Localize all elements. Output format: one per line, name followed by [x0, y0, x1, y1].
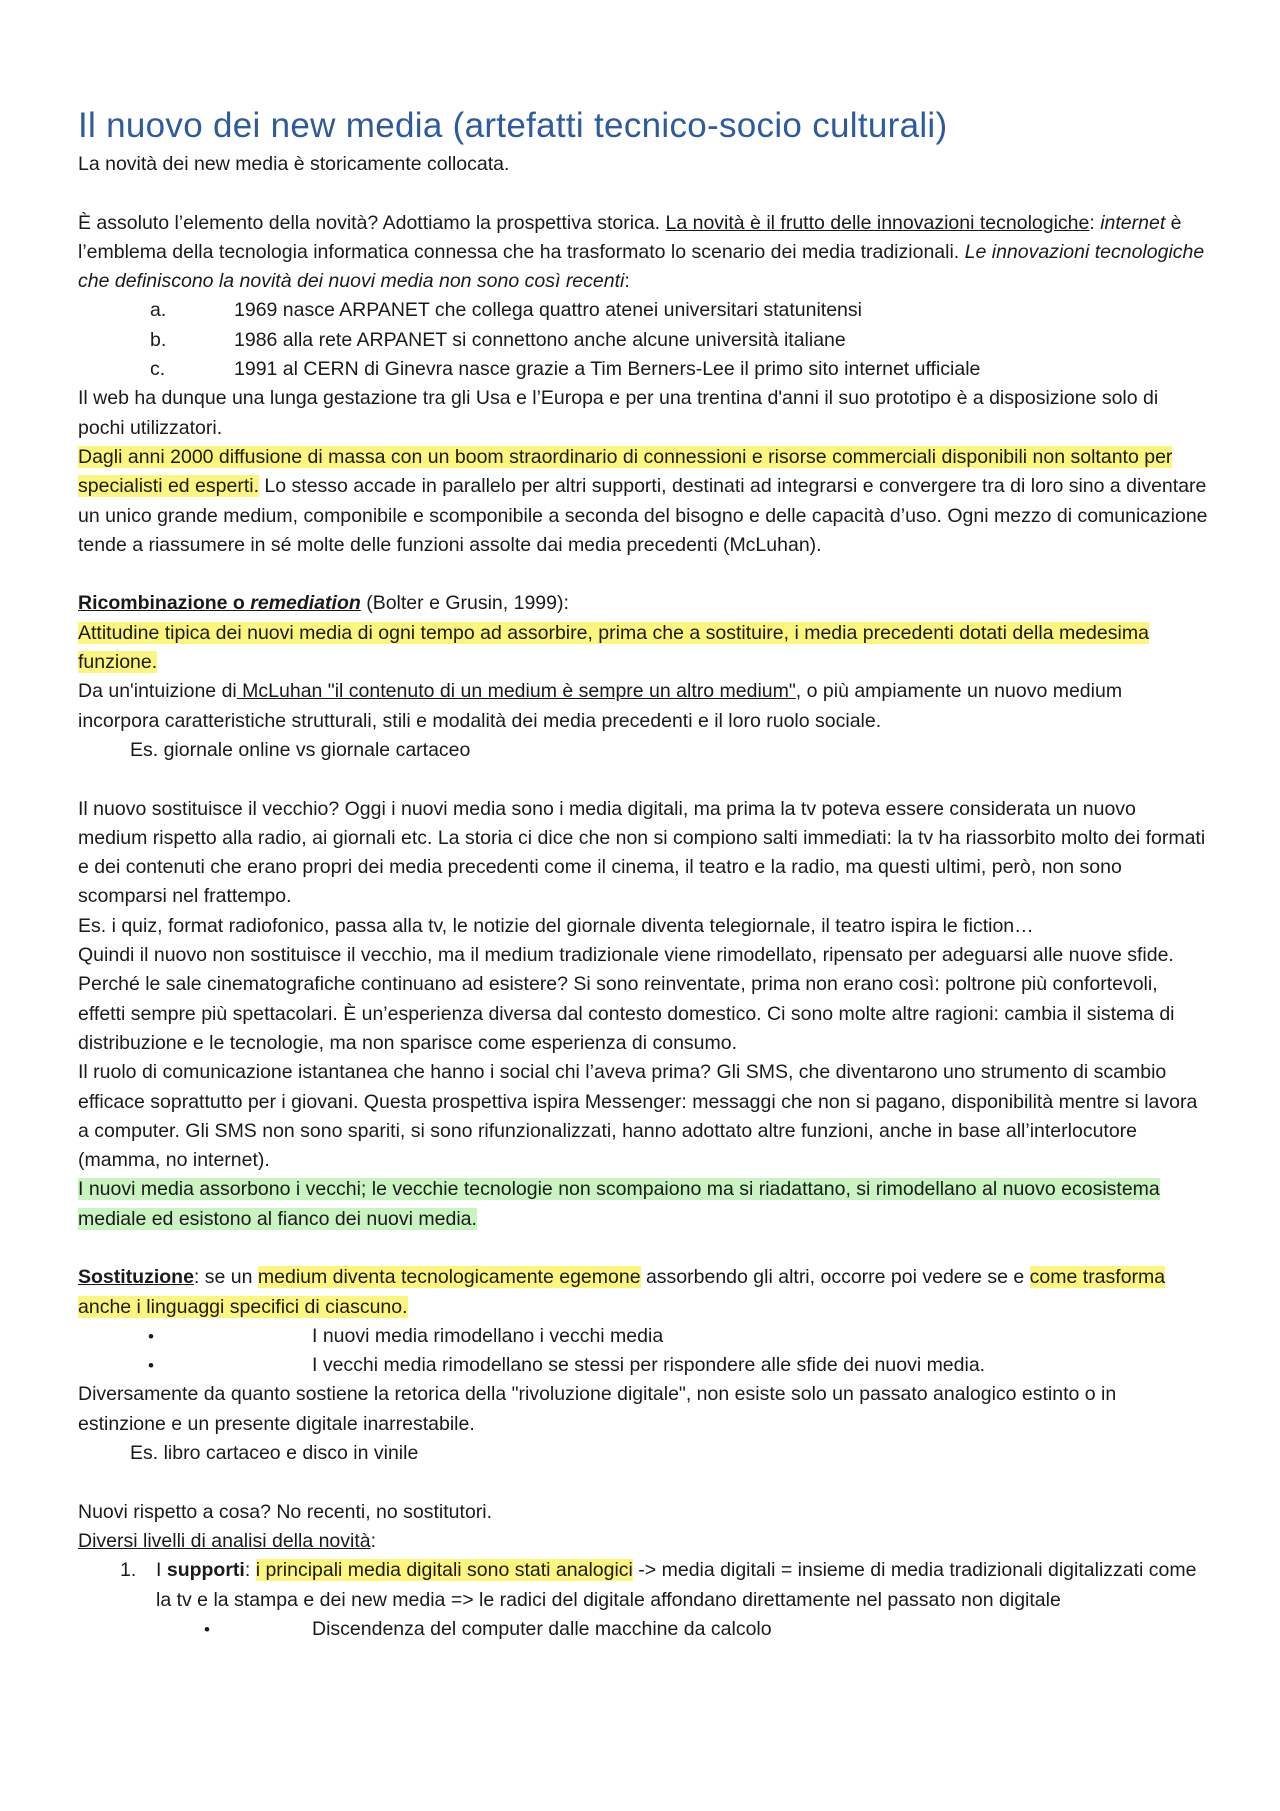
document-page — [78, 104, 1208, 1644]
text-run: : se un — [193, 1266, 258, 1289]
example-line: Es. giornale online vs giornale cartaceo — [130, 738, 471, 761]
bullet-icon: • — [148, 1356, 154, 1376]
text-run: : — [244, 1559, 256, 1582]
italic-text: Le innovazioni tecnologiche che definiscono la novità dei nuovi media non sono così recenti — [78, 240, 1205, 293]
paragraph: Il nuovo sostituisce il vecchio? Oggi i nuovi media sono i media digitali, ma prima la tv poteva essere considerata un nuovo medium rispetto alla radio, ai giornali etc. La storia ci dice che non si compiono salti immediati: la tv ha riassorbito molto dei formati e dei contenuti che erano propri dei media precedenti come il cinema, il teatro e la radio, ma questi ultimi, però, non sono scomparsi nel frattempo. — [78, 797, 1206, 908]
highlighted-text: i principali media digitali sono stati analogici — [255, 1559, 633, 1582]
highlighted-text: medium diventa tecnologicamente egemone — [257, 1266, 641, 1289]
highlighted-text: Dagli anni 2000 diffusione di massa con un boom straordinario di connessioni e risorse commerciali disponibili non soltanto per specialisti ed esperti. — [78, 445, 1173, 498]
list-item — [78, 1351, 1208, 1380]
list-item-text: 1969 nasce ARPANET che collega quattro atenei universitari statunitensi — [234, 299, 862, 322]
bold-text: supporti — [166, 1559, 245, 1582]
section-heading-italic: remediation — [250, 592, 361, 615]
page-title: Il nuovo dei new media (artefatti tecnico-socio culturali) — [78, 106, 948, 145]
mcluhan-paragraph — [78, 677, 1208, 736]
section-heading: Ricombinazione o — [78, 592, 251, 615]
list-item-text: Discendenza del computer dalle macchine da calcolo — [312, 1617, 772, 1640]
highlighted-text: Attitudine tipica dei nuovi media di ogni tempo ad assorbire, prima che a sostituire, i media precedenti dotati della medesima funzione. — [78, 621, 1149, 674]
list-marker: b. — [150, 328, 167, 351]
section-heading: Sostituzione — [78, 1266, 194, 1289]
paragraph: Es. i quiz, format radiofonico, passa alla tv, le notizie del giornale diventa telegiornale, il teatro ispira le fiction… — [78, 914, 1034, 937]
text-run: I — [156, 1559, 167, 1582]
underlined-text: La novità è il frutto delle innovazioni tecnologiche — [665, 211, 1090, 234]
list-item — [78, 1556, 1208, 1615]
italic-text: internet — [1100, 211, 1166, 234]
text-run: È assoluto l’elemento della novità? Adottiamo la prospettiva storica. — [78, 211, 666, 234]
intro-paragraph: La novità dei new media è storicamente collocata. — [78, 153, 510, 175]
list-item — [78, 1322, 1208, 1351]
list-item — [78, 355, 1208, 384]
conclusion-paragraph — [78, 1175, 1208, 1234]
substitution-bullets — [78, 1322, 1208, 1381]
sub-bullets — [78, 1615, 1208, 1644]
list-item — [78, 1615, 1208, 1644]
diffusion-paragraph — [78, 443, 1208, 560]
example-line: Es. libro cartaceo e disco in vinile — [130, 1442, 419, 1465]
list-number: 1. — [120, 1559, 137, 1582]
substitution-paragraph — [78, 1263, 1208, 1322]
list-item-text: I vecchi media rimodellano se stessi per rispondere alle sfide dei nuovi media. — [312, 1354, 986, 1377]
text-run: : — [624, 270, 630, 293]
remediation-definition — [78, 619, 1208, 678]
web-paragraph: Il web ha dunque una lunga gestazione tra gli Usa e l’Europa e per una trentina d'anni il suo prototipo è a disposizione solo di pochi utilizzatori. — [78, 387, 1159, 439]
question-line: Nuovi rispetto a cosa? No recenti, no sostitutori. — [78, 1500, 493, 1523]
text-run: -> media digitali = insieme di media tradizionali digitalizzati come la tv e la stampa e dei new media => le radici del digitale affondano direttamente nel passato non digitale — [156, 1559, 1197, 1611]
list-item-text — [156, 1556, 1208, 1615]
paragraph: Perché le sale cinematografiche continuano ad esistere? Si sono reinventate, prima non erano così: poltrone più confortevoli, effetti sempre più spettacolari. È un’esperienza diversa dal contesto domestico. Ci sono molte altre ragioni: cambia il sistema di distribuzione e le tecnologie, ma non sparisce come esperienza di consumo. — [78, 973, 1175, 1054]
text-run: Lo stesso accade in parallelo per altri supporti, destinati ad integrarsi e convergere tra di loro sino a diventare un unico grande medium, componibile e scomponibile a seconda del bisogno e delle capacità d’uso. Ogni mezzo di comunicazione tende a riassumere in sé molte delle funzioni assolte dai media precedenti (McLuhan). — [78, 475, 1208, 556]
bullet-icon: • — [148, 1326, 154, 1346]
green-highlighted-text: I nuovi media assorbono i vecchi; le vecchie tecnologie non scompaiono ma si riadattano, si rimodellano al nuovo ecosistema mediale ed esistono al fianco dei nuovi media. — [78, 1178, 1160, 1230]
text-run: , o più ampiamente un nuovo medium incorpora caratteristiche strutturali, stili e modalità dei media precedenti e il loro ruolo sociale. — [78, 680, 1123, 732]
list-marker: c. — [150, 358, 166, 381]
list-item-text: 1991 al CERN di Ginevra nasce grazie a Tim Berners-Lee il primo sito internet ufficiale — [234, 358, 981, 381]
novelty-paragraph — [78, 209, 1208, 297]
underlined-text: McLuhan "il contenuto di un medium è sempre un altro medium" — [236, 680, 796, 703]
levels-list — [78, 1556, 1208, 1615]
list-item — [78, 326, 1208, 355]
underlined-text: Diversi livelli di analisi della novità — [78, 1529, 371, 1552]
paragraph: Quindi il nuovo non sostituisce il vecchio, ma il medium tradizionale viene rimodellato, ripensato per adeguarsi alle nuove sfide. — [78, 944, 1174, 967]
list-item-text: 1986 alla rete ARPANET si connettono anche alcune università italiane — [234, 328, 846, 351]
timeline-list — [78, 296, 1208, 384]
levels-heading — [78, 1527, 1208, 1556]
text-run: Da un'intuizione di — [78, 680, 237, 703]
list-marker: a. — [150, 299, 167, 322]
list-item — [78, 296, 1208, 325]
paragraph: Il ruolo di comunicazione istantanea che hanno i social chi l’aveva prima? Gli SMS, che diventarono uno strumento di scambio efficace soprattutto per i giovani. Questa prospettiva ispira Messenger: messaggi che non si pagano, disponibilità mentre si lavora a computer. Gli SMS non sono spariti, si sono rifunzionalizzati, hanno adottato altre funzioni, anche in base all’interlocutore (mamma, no internet). — [78, 1061, 1198, 1172]
remediation-heading — [78, 589, 1208, 618]
text-run: : — [370, 1529, 377, 1552]
highlighted-text: come trasforma anche i linguaggi specifici di ciascuno. — [78, 1266, 1166, 1318]
text-run: è l’emblema della tecnologia informatica connessa che ha trasformato lo scenario dei media tradizionali. — [78, 211, 1182, 263]
paragraph: Diversamente da quanto sostiene la retorica della "rivoluzione digitale", non esiste solo un passato analogico estinto o in estinzione e un presente digitale inarrestabile. — [78, 1383, 1117, 1435]
text-run: : — [1089, 211, 1101, 234]
list-item-text: I nuovi media rimodellano i vecchi media — [312, 1324, 664, 1347]
bullet-icon: • — [204, 1619, 210, 1639]
text-run: assorbendo gli altri, occorre poi vedere se e — [640, 1266, 1030, 1289]
text-run: (Bolter e Grusin, 1999): — [360, 592, 569, 615]
